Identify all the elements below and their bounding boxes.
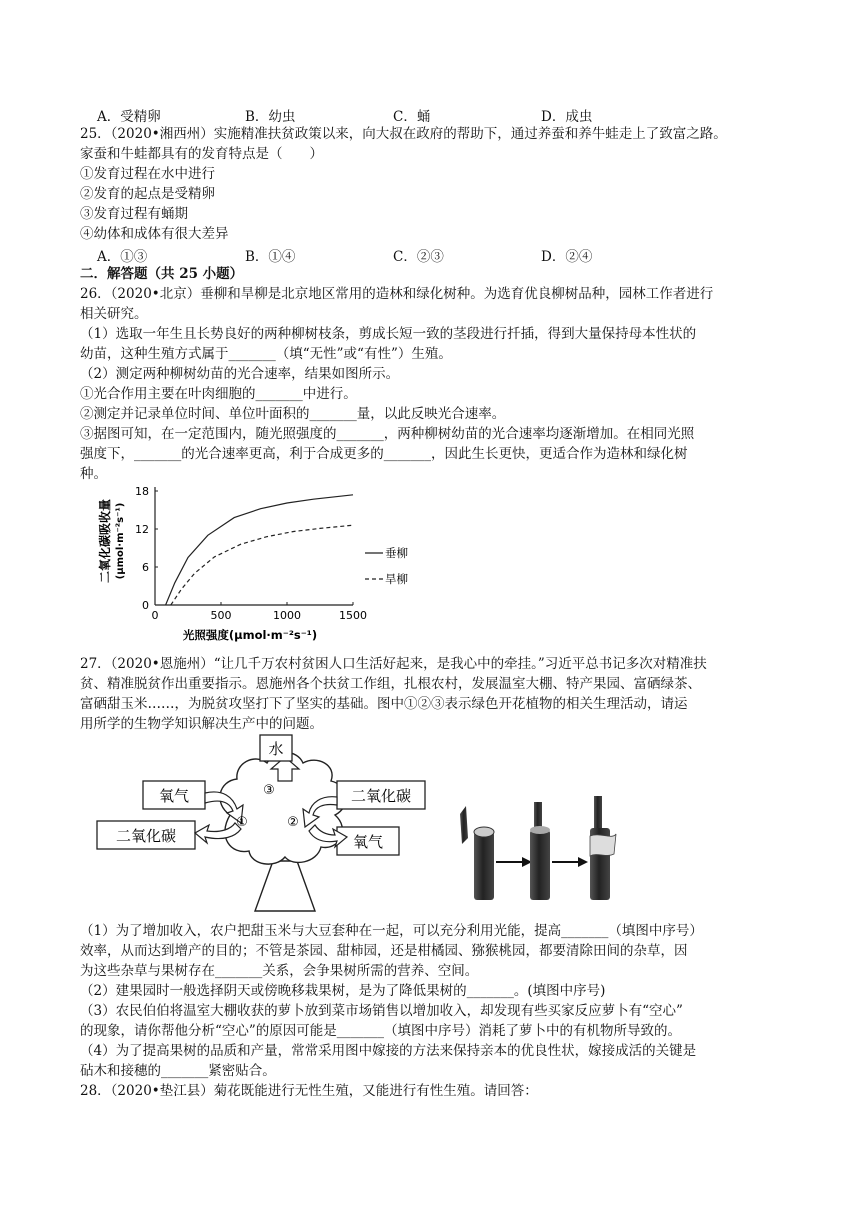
q27-line: 贫、精准脱贫作出重要指示。恩施州各个扶贫工作组，扎根农村，发展温室大棚、特产果园、富硒绿茶、 <box>80 676 701 692</box>
marker-1: ① <box>236 815 248 830</box>
x-tick-label: 1000 <box>273 609 301 622</box>
series-line-2 <box>171 525 353 605</box>
q26-line: 相关研究。 <box>80 306 148 322</box>
y-tick-label: 0 <box>142 599 149 612</box>
y-tick-label: 12 <box>135 523 149 536</box>
y-axis-unit: (μmol·m⁻²s⁻¹) <box>115 502 126 580</box>
q26-line: 种。 <box>80 466 107 482</box>
y-axis-label: 二氧化碳吸收量 <box>98 498 112 584</box>
y-tick-label: 6 <box>142 561 149 574</box>
q27-answer: 的现象，请你帮他分析“空心”的原因可能是_______（填图中序号）消耗了萝卜中的有机物所导致的。 <box>80 1023 682 1039</box>
oxygen-in-label: 氧气 <box>158 787 190 805</box>
marker-2: ② <box>287 815 299 830</box>
x-tick-label: 0 <box>151 609 159 622</box>
co2-out-label: 二氧化碳 <box>115 827 177 845</box>
q27-answer: （3）农民伯伯将温室大棚收获的萝卜放到菜市场销售以增加收入，却发现有些买家反应萝卜有“空心” <box>80 1003 683 1019</box>
q27-answer: 效率，从而达到增产的目的；不管是茶园、甜柿园，还是柑橘园、猕猴桃园，都要清除田间的杂草，因 <box>80 943 688 959</box>
grafting-illustration <box>450 792 640 902</box>
x-tick-label: 1500 <box>339 609 367 622</box>
q26-line: 26．（2020•北京）垂柳和旱柳是北京地区常用的造林和绿化树种。为选育优良柳树品种，园林工作者进行 <box>80 286 714 302</box>
q26-line: 幼苗，这种生殖方式属于_______（填“无性”或“有性”）生殖。 <box>80 346 452 362</box>
q24-option-b: B．幼虫 <box>245 109 296 125</box>
scion <box>460 806 468 844</box>
q26-line: ③据图可知，在一定范围内，随光照强度的_______，两种柳树幼苗的光合速率均逐渐增加。在相同光照 <box>80 426 695 442</box>
q27-line: 用所学的生物学知识解决生产中的问题。 <box>80 716 323 732</box>
q27-answer: （4）为了提高果树的品质和产量，常常采用图中嫁接的方法来保持亲本的优良性状，嫁接成活的关键是 <box>80 1043 697 1059</box>
q25-item: ④幼体和成体有很大差异 <box>80 226 229 242</box>
q25-stem-2: 家蚕和牛蛙都具有的发育特点是（ ） <box>80 146 323 162</box>
right-arrow-icon <box>578 857 588 867</box>
q28-line: 28．（2020•垫江县）菊花既能进行无性生殖，又能进行有性生殖。请回答： <box>80 1083 538 1099</box>
q25-item: ③发育过程有蛹期 <box>80 206 188 222</box>
plant-physiology-diagram <box>95 733 435 918</box>
section-heading: 二．解答题（共 25 小题） <box>80 266 244 282</box>
binding-tape <box>590 834 616 856</box>
q26-line: ②测定并记录单位时间、单位叶面积的_______量，以此反映光合速率。 <box>80 406 506 422</box>
q27-answer: 砧木和接穗的_______紧密贴合。 <box>80 1063 276 1079</box>
q25-stem: 25．（2020•湘西州）实施精准扶贫政策以来，向大叔在政府的帮助下，通过养蚕和养牛蛙走上了致富之路。 <box>80 126 727 142</box>
q25-item: ①发育过程在水中进行 <box>80 166 215 182</box>
q25-option-a: A．①③ <box>97 249 148 265</box>
x-axis-label: 光照强度(μmol·m⁻²s⁻¹) <box>182 628 318 642</box>
q27-line: 27．（2020•恩施州）“让几千万农村贫困人口生活好起来，是我心中的牵挂。”习近平总书记多次对精准扶 <box>80 656 707 672</box>
x-tick-label: 500 <box>210 609 232 622</box>
legend-label: 旱柳 <box>385 572 408 586</box>
q24-option-c: C．蛹 <box>393 109 431 125</box>
q26-line: 强度下，_______的光合速率更高，利于合成更多的_______，因此生长更快，更适合作为造林和绿化树 <box>80 446 688 462</box>
q27-line: 富硒甜玉米……，为脱贫攻坚打下了坚实的基础。图中①②③表示绿色开花植物的相关生理活动，请运 <box>80 696 688 712</box>
rootstock <box>474 832 494 900</box>
co2-in-label: 二氧化碳 <box>350 787 412 805</box>
water-label: 水 <box>268 740 284 758</box>
q26-line: ①光合作用主要在叶肉细胞的_______中进行。 <box>80 386 357 402</box>
oxygen-out-label: 氧气 <box>352 833 384 851</box>
q25-option-c: C．②③ <box>393 249 444 265</box>
photosynthesis-chart <box>95 483 408 648</box>
q27-answer: （1）为了增加收入，农户把甜玉米与大豆套种在一起，可以充分利用光能，提高_______（填图中序号） <box>80 923 703 939</box>
q27-answer: 为这些杂草与果树存在_______关系，会争果树所需的营养、空间。 <box>80 963 479 979</box>
q26-line: （1）选取一年生且长势良好的两种柳树枝条，剪成长短一致的茎段进行扦插，得到大量保持母本性状的 <box>80 326 697 342</box>
y-tick-label: 18 <box>135 485 149 498</box>
q27-answer: （2）建果园时一般选择阴天或傍晚移栽果树，是为了降低果树的_______。(填图中序号) <box>80 983 606 999</box>
q26-line: （2）测定两种柳树幼苗的光合速率，结果如图所示。 <box>80 366 400 382</box>
q25-option-b: B．①④ <box>245 249 296 265</box>
series-line-1 <box>166 495 353 605</box>
q25-option-d: D．②④ <box>541 249 593 265</box>
q24-option-d: D．成虫 <box>541 109 593 125</box>
legend-label: 垂柳 <box>385 546 408 560</box>
tree-trunk <box>255 861 315 911</box>
marker-3: ③ <box>263 783 275 798</box>
q25-item: ②发育的起点是受精卵 <box>80 186 215 202</box>
q24-option-a: A．受精卵 <box>97 109 161 125</box>
